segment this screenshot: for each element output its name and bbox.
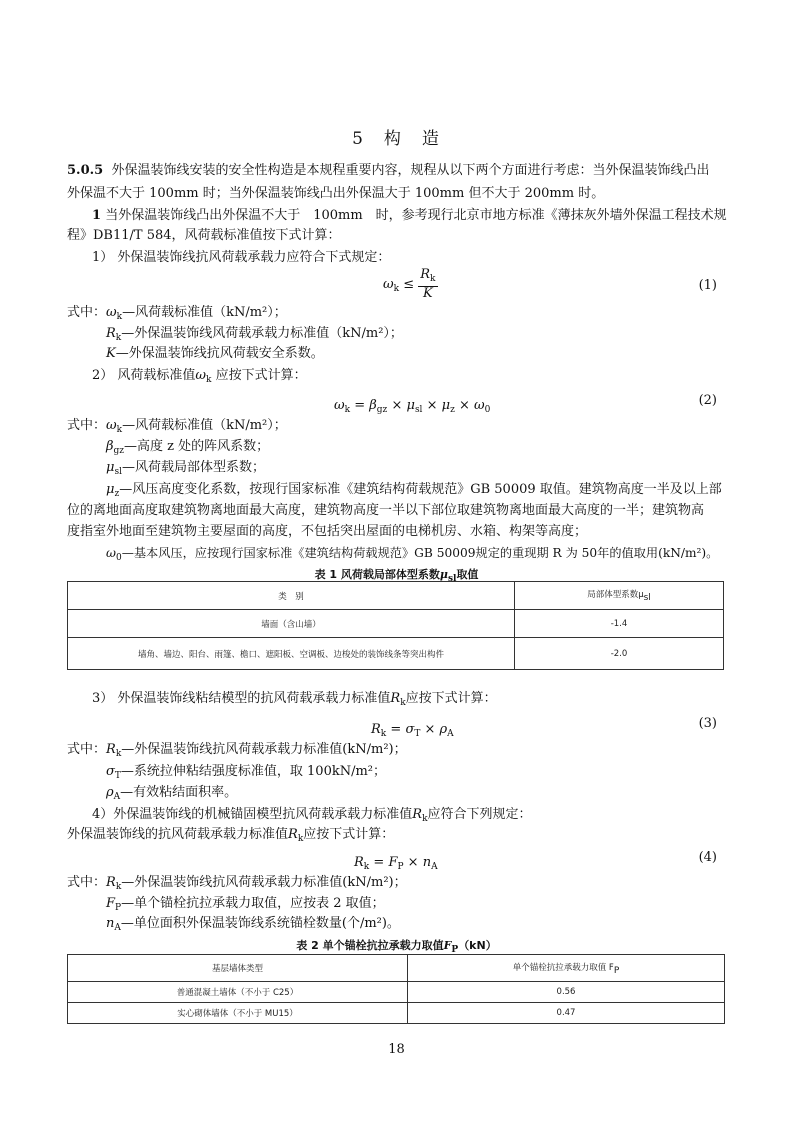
clause-number: 5.0.5 xyxy=(67,163,104,178)
table1-caption: 表 1 风荷载局部体型系数$\mu_{sl}$取值 xyxy=(314,568,479,584)
sub3-where-1: 式中：$R_k—$外保温装饰线抗风荷载承载力标准值(kN/m²)； xyxy=(67,742,407,759)
item1-line2: 程》DB11/T 584，风荷载标准值按下式计算： xyxy=(67,228,341,243)
table2-header-capacity: 单个锚栓抗拉承载力取值 FP xyxy=(408,955,725,982)
table1-header-row xyxy=(68,582,724,610)
sub2-where-4-line2: 位的离地面高度取建筑物离地面最大高度，建筑物高度一半以下部位取建筑物离地面最大高度的一半；建筑物高 xyxy=(67,503,705,518)
sub3-where-2: $\sigma_T—$系统拉伸粘结强度标准值，取 100kN/m²； xyxy=(106,764,387,781)
equation-4: $R_k = F_P \times n_A$ xyxy=(354,855,438,872)
sub4-where-2: $F_P—$单个锚栓抗拉承载力取值，应按表 2 取值； xyxy=(106,896,385,913)
sub4-where-3: $n_A—$单位面积外保温装饰线系统锚栓数量(个/m²)。 xyxy=(106,916,400,933)
sub4-line2: 外保温装饰线的抗风荷载承载力标准值$R_k$应按下式计算： xyxy=(67,827,395,844)
sub4-heading: 4）外保温装饰线的机械锚固模型抗风荷载承载力标准值$R_k$应符合下列规定： xyxy=(92,807,532,824)
table1-cell: -2.0 xyxy=(515,638,724,670)
sub2-where-4: $\mu_z—$风压高度变化系数，按现行国家标准《建筑结构荷载规范》GB 50009 取值。建筑物高度一半及以上部 xyxy=(106,482,722,499)
table2-caption: 表 2 单个锚栓抗拉承载力取值$F_P(kN)$ xyxy=(296,939,497,955)
page-number: 18 xyxy=(388,1042,405,1057)
table1 xyxy=(67,581,724,670)
item1-text-line1: 当外保温装饰线凸出外保温不大于 100mm 时，参考现行北京市地方标准《薄抹灰外墙外保温工程技术规 xyxy=(105,208,727,223)
sub1-where-1: 式中：$\omega_k—$风荷载标准值（kN/m²）； xyxy=(67,305,287,322)
eq1-lhs: $\omega_k$ xyxy=(383,277,400,294)
sub2-where-1: 式中：$\omega_k—$风荷载标准值（kN/m²）； xyxy=(67,418,287,435)
sub2-where-4-line3: 度指室外地面至建筑物主要屋面的高度，不包括突出屋面的电梯机房、水箱、构架等高度； xyxy=(67,524,588,539)
sub3-heading: 3） 外保温装饰线粘结模型的抗风荷载承载力标准值$R_k$应按下式计算： xyxy=(92,691,497,708)
table1-header-coef: 局部体型系数μsl xyxy=(515,582,724,610)
eq4-number: (4) xyxy=(698,850,717,865)
table-row xyxy=(68,1003,725,1024)
clause-text-line1: 外保温装饰线安装的安全性构造是本规程重要内容，规程从以下两个方面进行考虑：当外保温装饰线凸出 xyxy=(111,163,710,178)
eq1-number: (1) xyxy=(698,278,717,293)
table2-cell: 实心砌体墙体（不小于 MU15） xyxy=(68,1003,408,1024)
eq3-number: (3) xyxy=(698,716,717,731)
table2-cell: 普通混凝土墙体（不小于 C25） xyxy=(68,982,408,1003)
eq2-number: (2) xyxy=(698,393,717,408)
sub2-where-5: $\omega_0—$基本风压，应按现行国家标准《建筑结构荷载规范》GB 50009规定的重现期 R 为 50年的值取用(kN/m²)。 xyxy=(106,546,719,563)
item1-line1 xyxy=(92,207,727,225)
sub2-where-2: $\beta_{gz}—$高度 z 处的阵风系数； xyxy=(106,439,270,456)
equation-2: $\omega_k = \beta_{gz} \times \mu_{sl} \times \mu_z \times \omega_0$ xyxy=(334,398,491,415)
table2-header-row xyxy=(68,955,725,982)
clause-text-line2: 外保温不大于 100mm 时；当外保温装饰线凸出外保温大于 100mm 但不大于 200mm 时。 xyxy=(67,186,605,201)
equation-1 xyxy=(383,268,438,301)
eq1-relation: ≤ xyxy=(399,277,419,292)
sub4-where-1: 式中：$R_k—$外保温装饰线抗风荷载承载力标准值(kN/m²)； xyxy=(67,875,407,892)
sub1-heading: 1） 外保温装饰线抗风荷载承载力应符合下式规定： xyxy=(92,250,391,265)
sub3-where-3: $\rho_A—$有效粘结面积率。 xyxy=(106,785,238,802)
table-row xyxy=(68,982,725,1003)
table2-header-wall: 基层墙体类型 xyxy=(68,955,408,982)
eq1-fraction: $\frac{R_k}{K}$ xyxy=(420,267,436,301)
table2 xyxy=(67,954,725,1024)
sub1-where-2: $R_k—$外保温装饰线风荷载承载力标准值（kN/m²）； xyxy=(106,326,403,343)
table1-header-category: 类 别 xyxy=(68,582,515,610)
chapter-title: 5 构 造 xyxy=(352,129,441,149)
table1-cell: -1.4 xyxy=(515,610,724,638)
table1-cell: 墙面（含山墙） xyxy=(68,610,515,638)
table2-cell: 0.47 xyxy=(408,1003,725,1024)
table-row xyxy=(68,610,724,638)
clause-paragraph-line1 xyxy=(67,162,709,180)
sub2-where-3: $\mu_{sl}—$风荷载局部体型系数； xyxy=(106,460,265,477)
sub1-where-3: K—外保温装饰线抗风荷载安全系数。 xyxy=(106,346,324,361)
sub2-heading: 2） 风荷载标准值$\omega_k$ 应按下式计算： xyxy=(92,368,307,385)
equation-3: $R_k = \sigma_T \times \rho_A$ xyxy=(371,722,454,739)
table1-cell: 墙角、墙边、阳台、雨篷、檐口、遮阳板、空调板、边梭处的装饰线条等突出构件 xyxy=(68,638,515,670)
table-row xyxy=(68,638,724,670)
table2-cell: 0.56 xyxy=(408,982,725,1003)
item1-number: 1 xyxy=(92,208,102,223)
